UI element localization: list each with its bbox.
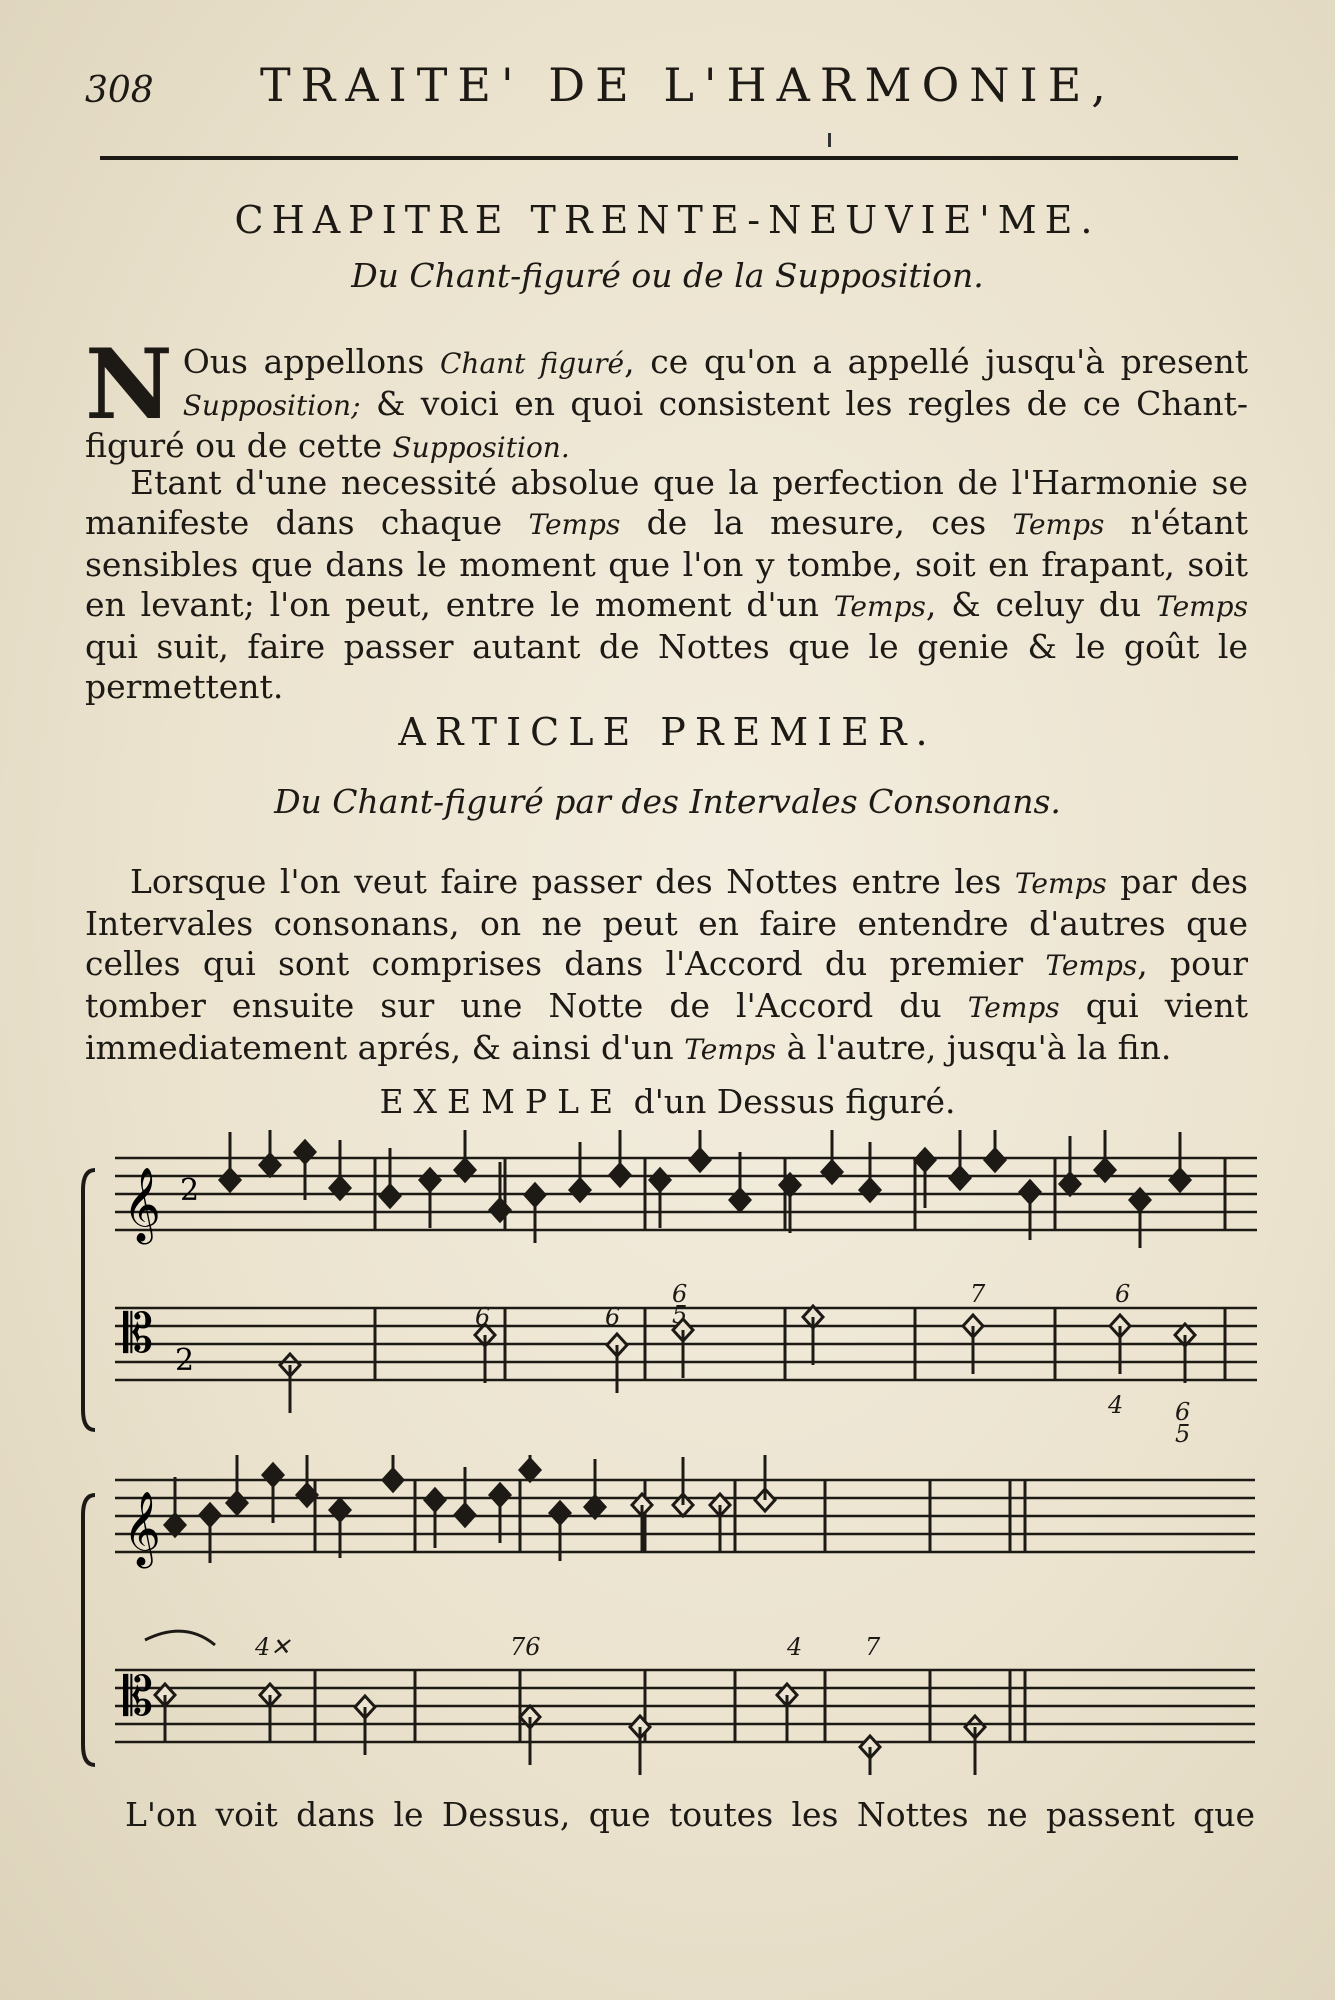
- article-subtitle: Du Chant-figuré par des Intervales Consonans.: [274, 782, 1061, 821]
- treble-staff: [115, 1158, 1257, 1230]
- treble-clef-icon: 𝄞: [123, 1492, 161, 1566]
- bass-notes: [280, 1306, 1195, 1413]
- page-number: 308: [85, 70, 154, 111]
- barlines-2: [315, 1480, 1025, 1742]
- figure-label: 6: [1115, 1280, 1131, 1308]
- bass-staff-2: [115, 1670, 1255, 1742]
- barlines: [375, 1158, 1225, 1380]
- figure-label: 7: [865, 1633, 881, 1661]
- system-brace: [83, 1495, 95, 1765]
- paragraph-temps: Etant d'une necessité absolue que la perfection de l'Harmonie se manifeste dans chaque Temps de la mesure, ces Temps n'étant sensibles que dans le moment que l'on y tombe, soit en frapant, soit en levant; l'on peut, entre le moment d'un Temps, & celuy du Temps qui suit, faire passer autant de Nottes que le genie & le goût le permettent.: [85, 463, 1248, 706]
- treble-notes-2: [165, 1455, 775, 1563]
- intro-paragraph: N Ous appellons Chant figuré, ce qu'on a appellé jusqu'à present Supposition; & voici en quoi consistent les regles de ce Chant-figuré ou de cette Supposition.: [85, 328, 1248, 465]
- time-signature-treble: 2: [180, 1173, 200, 1208]
- chapter-subtitle: Du Chant-figuré ou de la Supposition.: [351, 256, 984, 295]
- page-header: [85, 56, 1245, 116]
- example-title: EXEMPLE d'un Dessus figuré.: [379, 1082, 956, 1121]
- closing-line: L'on voit dans le Dessus, que toutes les Nottes ne passent que: [125, 1795, 1255, 1834]
- system-brace: [83, 1170, 95, 1430]
- music-system-1: [75, 1130, 1275, 1450]
- figure-label: 7: [970, 1280, 986, 1308]
- figure-label: 5: [672, 1301, 688, 1329]
- treble-clef-icon: 𝄞: [123, 1168, 161, 1242]
- figure-label: 5: [1175, 1420, 1191, 1448]
- figure-label: 6: [605, 1303, 621, 1331]
- time-signature-bass: 2: [175, 1343, 195, 1378]
- c-clef-icon: 𝄡: [123, 1302, 154, 1365]
- figure-label: 6: [1175, 1398, 1191, 1426]
- bass-notes-2: [155, 1684, 985, 1775]
- music-system-2: [75, 1455, 1275, 1775]
- c-clef-icon: 𝄡: [123, 1665, 154, 1728]
- running-title: TRAITE' DE L'HARMONIE,: [260, 58, 1116, 112]
- figure-label: 4✕: [255, 1633, 291, 1661]
- header-rule: [100, 156, 1238, 160]
- figure-label: 6: [475, 1303, 491, 1331]
- article-title: ARTICLE PREMIER.: [398, 710, 937, 754]
- figure-label: 4: [787, 1633, 803, 1661]
- figure-label: 76: [510, 1633, 541, 1661]
- paragraph-consonans: Lorsque l'on veut faire passer des Nottes entre les Temps par des Intervales consonans, on ne peut en faire entendre d'autres que celles qui sont comprises dans l'Accord du premier Temps, pour tomber ensuite sur une Notte de l'Accord du Temps qui vient immediatement aprés, & ainsi d'un Temps à l'autre, jusqu'à la fin.: [85, 862, 1248, 1067]
- print-mark: [828, 133, 831, 147]
- figure-label: 6: [672, 1280, 688, 1308]
- drop-cap: N: [85, 328, 173, 441]
- chapter-title: CHAPITRE TRENTE-NEUVIE'ME.: [234, 198, 1101, 242]
- figure-label: 4: [1108, 1391, 1124, 1419]
- tie-arc: [145, 1631, 215, 1645]
